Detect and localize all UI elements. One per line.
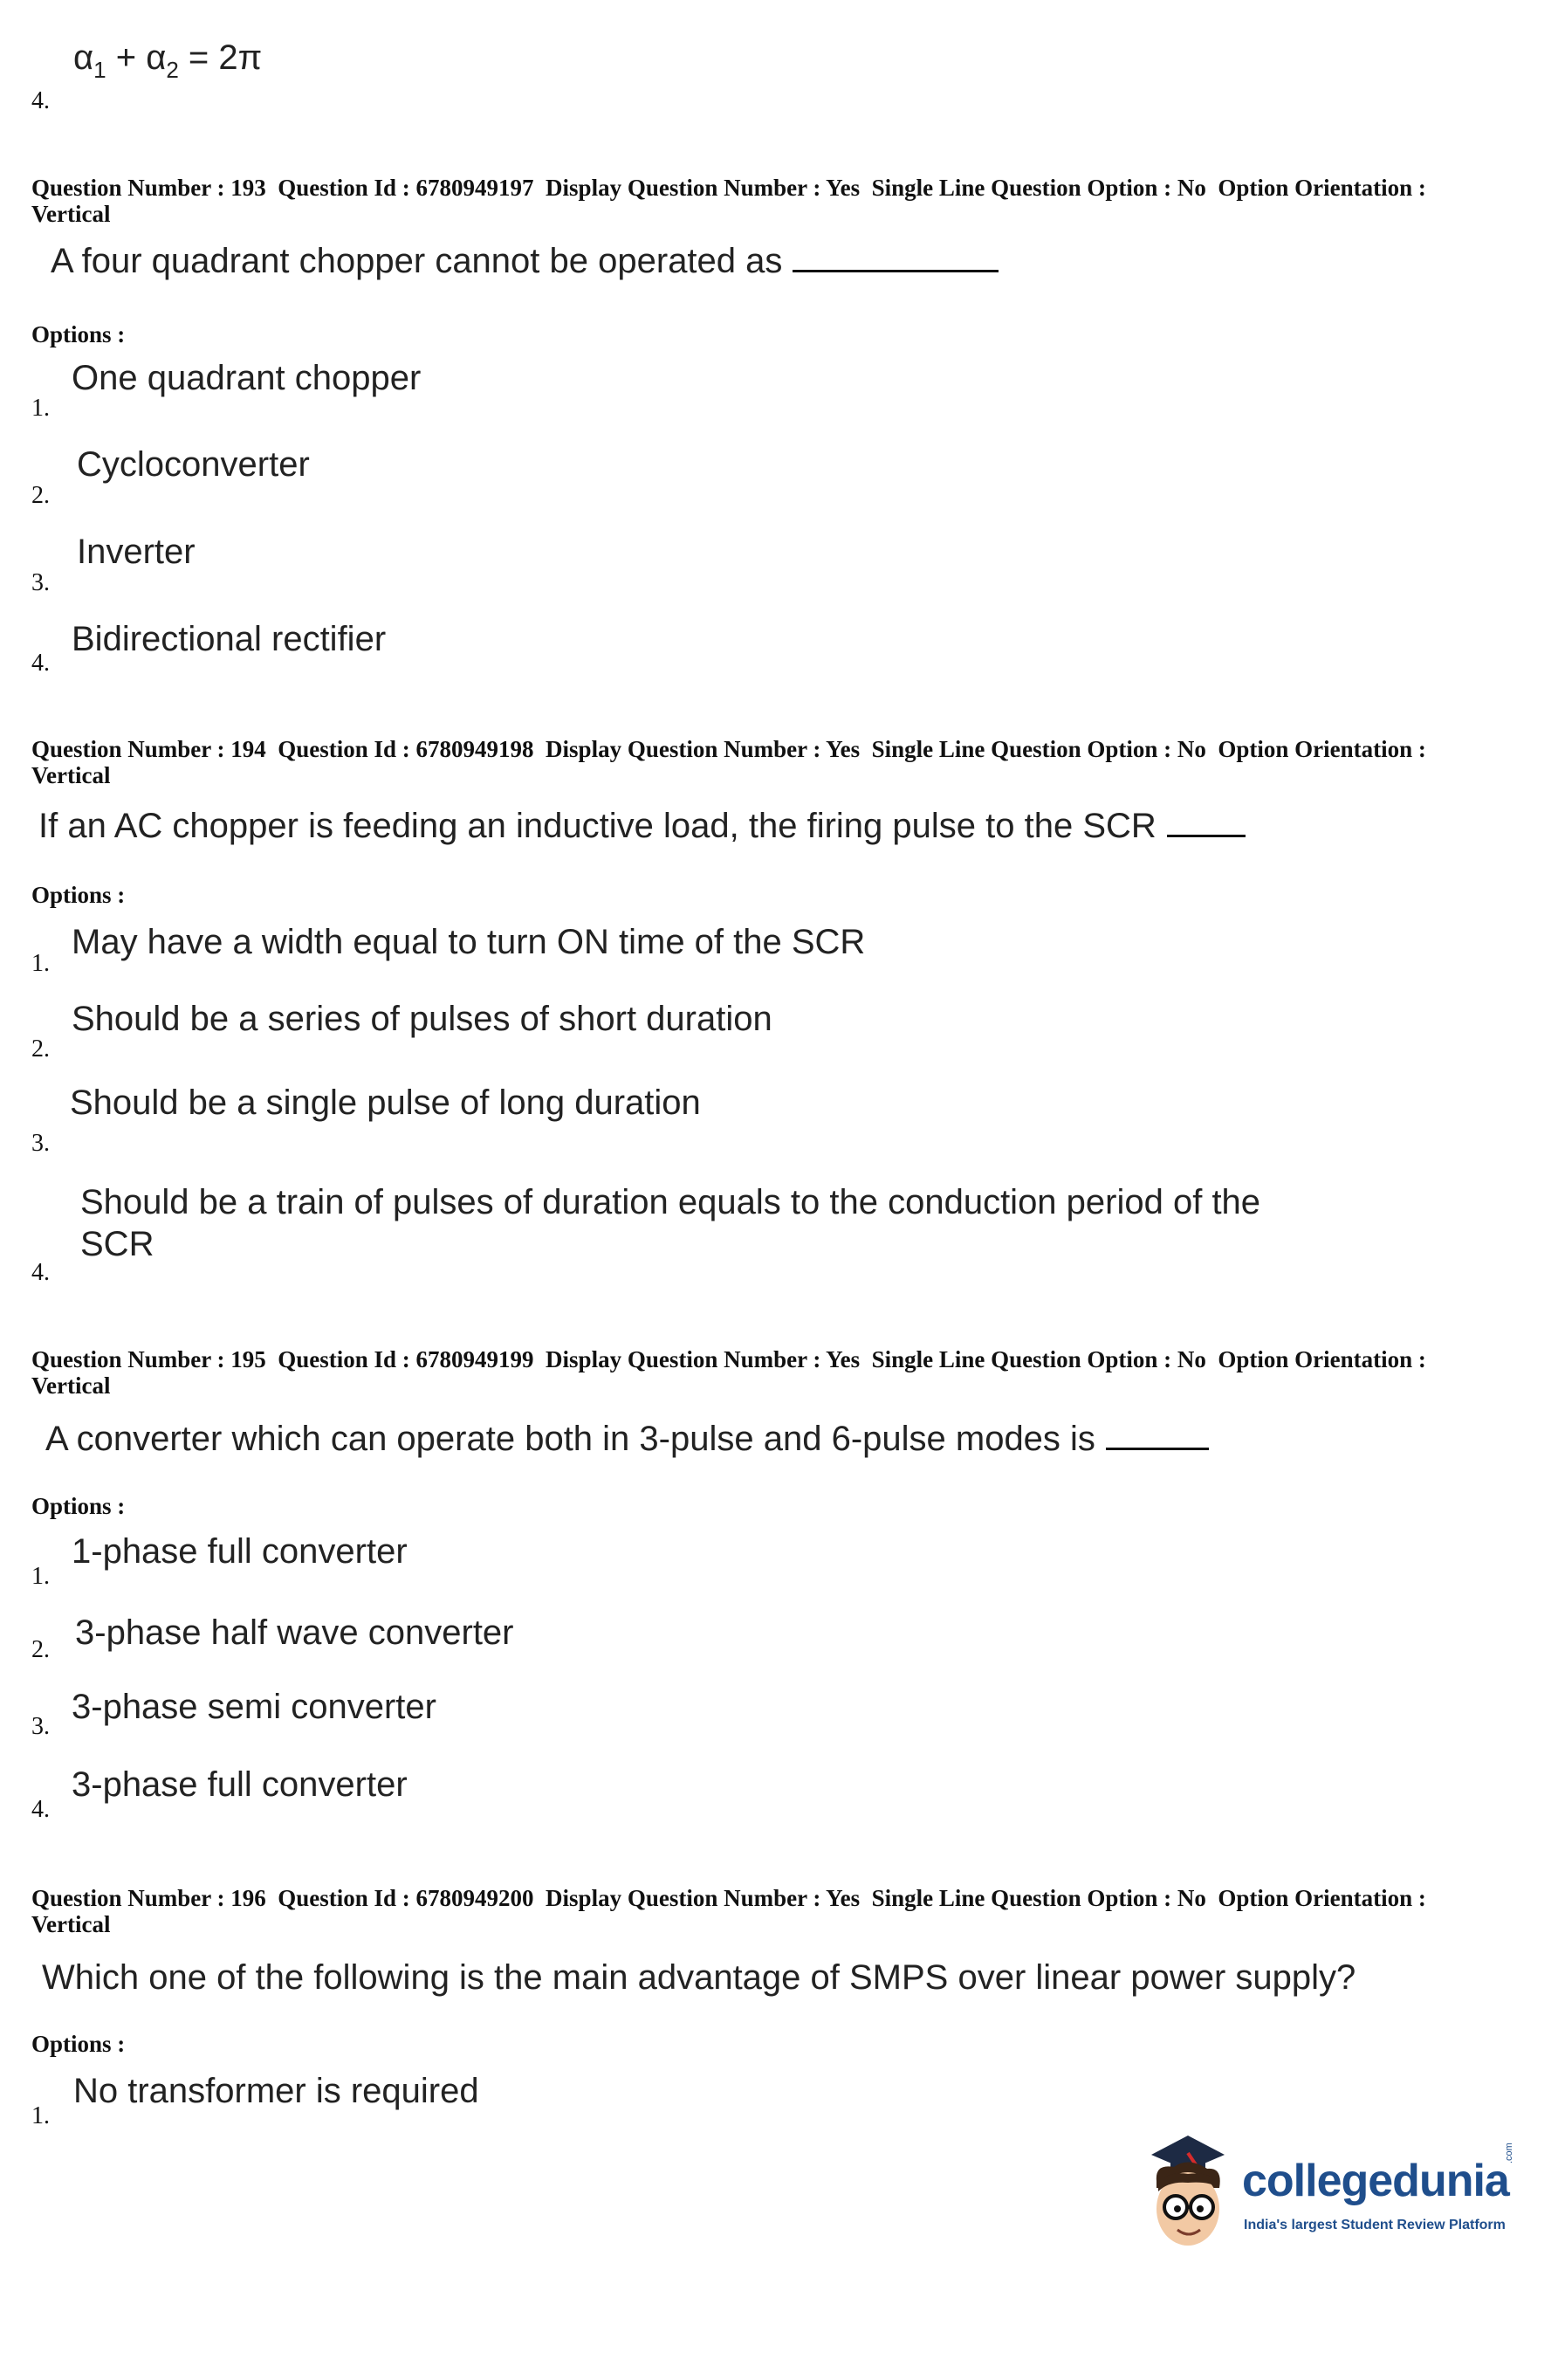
option-number: 3. — [31, 1713, 50, 1740]
option-number: 4. — [31, 650, 50, 677]
option-number: 1. — [31, 1563, 50, 1590]
answer-blank — [793, 269, 999, 272]
option-text: Should be a single pulse of long duration — [70, 1083, 701, 1122]
option-text: 3-phase half wave converter — [75, 1613, 514, 1652]
option-number: 2. — [31, 482, 50, 509]
option-text: Inverter — [77, 533, 196, 571]
question-text: A converter which can operate both in 3-pulse and 6-pulse modes is — [45, 1420, 1209, 1459]
question-meta: Question Number : 193 Question Id : 6780949197 Display Question Number : Yes Single Line Question Option : No Option Orientation : Vertical — [31, 175, 1432, 227]
option-number: 4. — [31, 87, 50, 114]
question-text: A four quadrant chopper cannot be operated as — [51, 242, 999, 281]
options-label: Options : — [31, 1493, 126, 1519]
option-text: Bidirectional rectifier — [72, 620, 387, 658]
option-number: 2. — [31, 1035, 50, 1063]
answer-blank — [1167, 834, 1246, 837]
logo-tagline: India's largest Student Review Platform — [1244, 2218, 1506, 2232]
logo-domain-suffix: .com — [1504, 2143, 1514, 2163]
mascot-icon — [1139, 2130, 1237, 2260]
option-text: Should be a train of pulses of duration equals to the conduction period of the — [80, 1183, 1261, 1221]
option-text: No transformer is required — [73, 2072, 479, 2110]
option-number: 1. — [31, 395, 50, 422]
option-number: 1. — [31, 2102, 50, 2129]
option-text: 3-phase semi converter — [72, 1688, 436, 1726]
option-number: 3. — [31, 569, 50, 596]
option-text: Should be a series of pulses of short duration — [72, 1000, 772, 1038]
option-text: May have a width equal to turn ON time of the SCR — [72, 923, 866, 961]
option-text-continued: SCR — [80, 1225, 154, 1263]
options-label: Options : — [31, 321, 126, 347]
question-meta: Question Number : 195 Question Id : 6780949199 Display Question Number : Yes Single Line Question Option : No Option Orientation : Vertical — [31, 1346, 1432, 1399]
formula-option-4: $\alpha_1 + \alpha_2 = 2\pi$ — [73, 38, 263, 83]
question-meta: Question Number : 194 Question Id : 6780949198 Display Question Number : Yes Single Line Question Option : No Option Orientation : Vertical — [31, 736, 1432, 788]
option-number: 1. — [31, 950, 50, 977]
option-number: 4. — [31, 1796, 50, 1823]
option-number: 4. — [31, 1259, 50, 1286]
option-text: One quadrant chopper — [72, 359, 422, 397]
collegedunia-logo — [1139, 2130, 1523, 2261]
option-number: 2. — [31, 1636, 50, 1663]
option-number: 3. — [31, 1130, 50, 1157]
question-text: If an AC chopper is feeding an inductive load, the firing pulse to the SCR — [38, 807, 1246, 846]
question-meta: Question Number : 196 Question Id : 6780949200 Display Question Number : Yes Single Line Question Option : No Option Orientation : Vertical — [31, 1885, 1432, 1937]
options-label: Options : — [31, 2031, 126, 2057]
option-text: Cycloconverter — [77, 445, 310, 484]
option-text: 3-phase full converter — [72, 1765, 408, 1804]
question-text: Which one of the following is the main advantage of SMPS over linear power supply? — [42, 1958, 1356, 1997]
options-label: Options : — [31, 882, 126, 908]
answer-blank — [1106, 1447, 1209, 1450]
logo-wordmark: collegedunia — [1242, 2156, 1509, 2206]
option-text: 1-phase full converter — [72, 1532, 408, 1571]
